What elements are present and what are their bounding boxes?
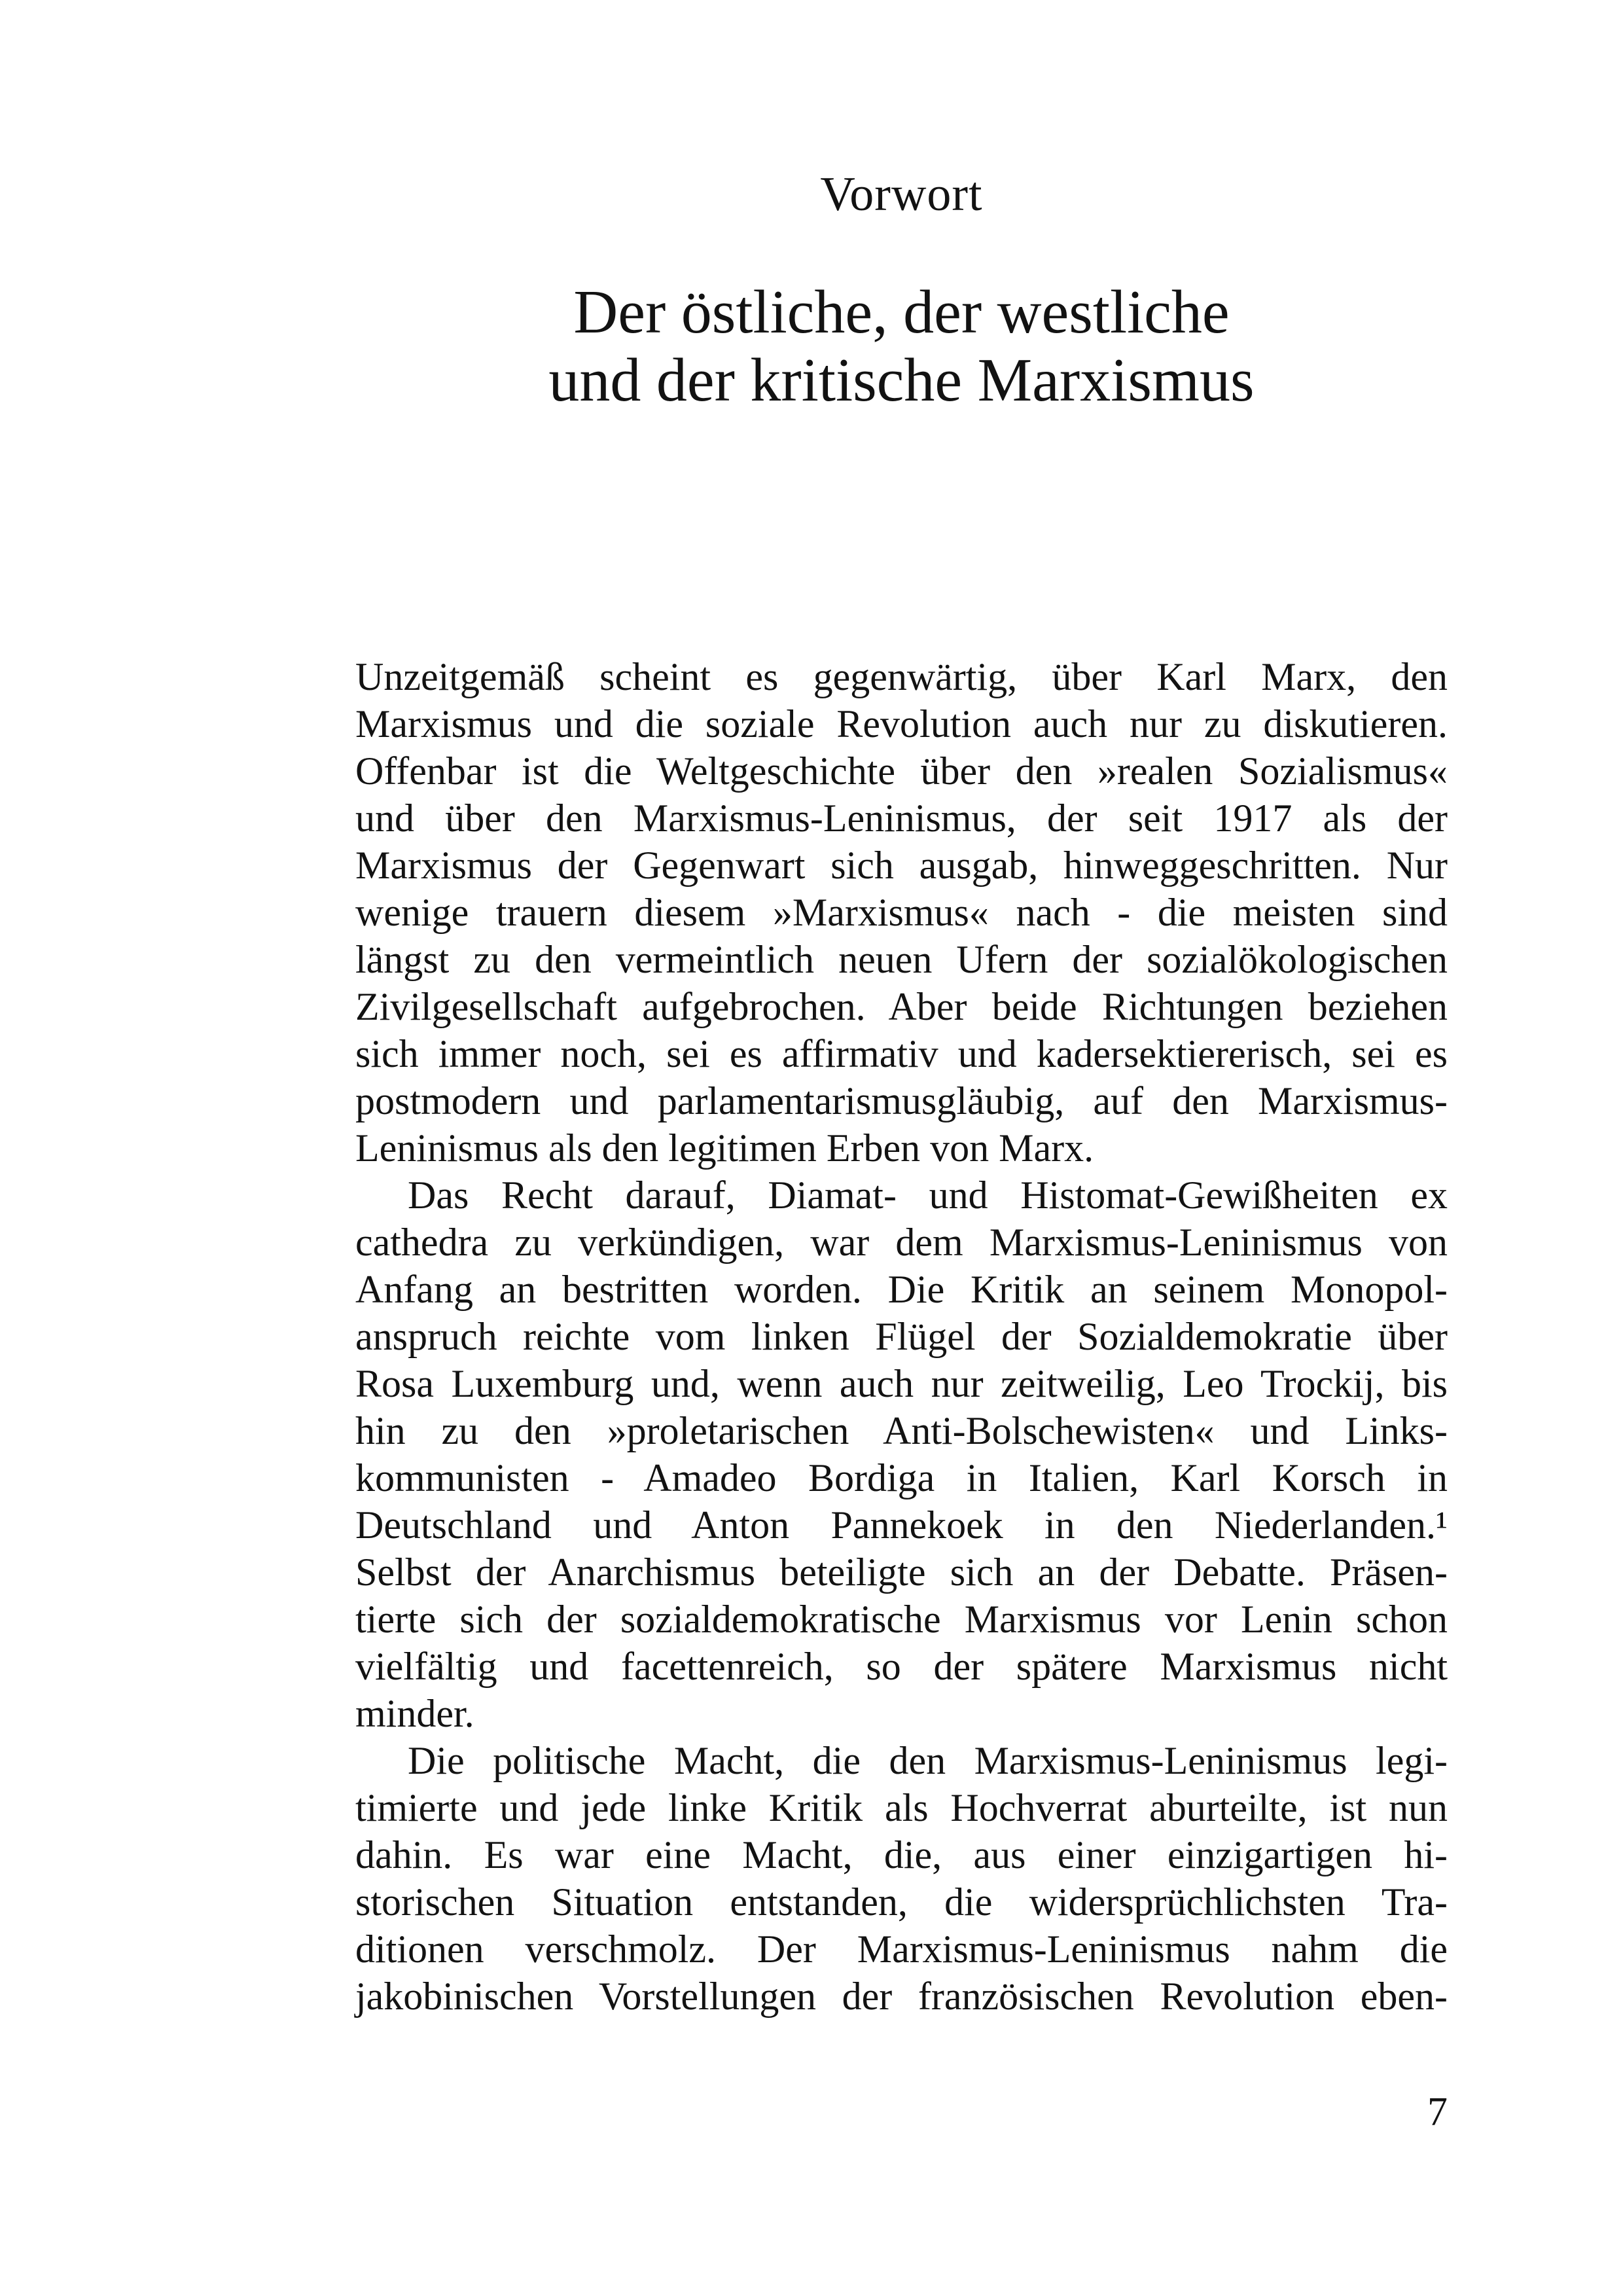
text-line: Marxismus und die soziale Revolution auch nur zu diskutieren. <box>355 702 1448 745</box>
text-line: längst zu den vermeintlich neuen Ufern der sozialökologischen <box>355 938 1448 981</box>
text-line: dahin. Es war eine Macht, die, aus einer einzigartigen hi- <box>355 1833 1448 1876</box>
text-line: Unzeitgemäß scheint es gegenwärtig, über Karl Marx, den <box>355 655 1448 698</box>
text-line: jakobinischen Vorstellungen der französischen Revolution eben- <box>355 1975 1448 2018</box>
text-line: Deutschland und Anton Pannekoek in den Niederlanden.¹ <box>355 1503 1448 1547</box>
text-line: hin zu den »proletarischen Anti-Bolschewisten« und Links- <box>355 1409 1448 1452</box>
text-line: cathedra zu verkündigen, war dem Marxismus-Leninismus von <box>355 1221 1448 1264</box>
text-line: tierte sich der sozialdemokratische Marxismus vor Lenin schon <box>355 1598 1448 1641</box>
text-line: und über den Marxismus-Leninismus, der seit 1917 als der <box>355 797 1448 840</box>
text-line: timierte und jede linke Kritik als Hochverrat aburteilte, ist nun <box>355 1786 1448 1829</box>
text-line: ditionen verschmolz. Der Marxismus-Leninismus nahm die <box>355 1928 1448 1971</box>
text-line: vielfältig und facettenreich, so der spätere Marxismus nicht <box>355 1645 1448 1688</box>
text-line: Offenbar ist die Weltgeschichte über den »realen Sozialismus« <box>355 749 1448 793</box>
text-line: postmodern und parlamentarismusgläubig, auf den Marxismus- <box>355 1079 1448 1122</box>
page-number: 7 <box>1427 2090 1448 2134</box>
text-line: kommunisten - Amadeo Bordiga in Italien, Karl Korsch in <box>355 1456 1448 1499</box>
text-line: anspruch reichte vom linken Flügel der Sozialdemokratie über <box>355 1315 1448 1358</box>
text-line: Das Recht darauf, Diamat- und Histomat-Gewißheiten ex <box>408 1174 1448 1217</box>
chapter-title <box>277 278 1526 414</box>
text-line: Anfang an bestritten worden. Die Kritik an seinem Monopol- <box>355 1268 1448 1311</box>
text-line: Rosa Luxemburg und, wenn auch nur zeitweilig, Leo Trockij, bis <box>355 1362 1448 1405</box>
chapter-title-line-2: und der kritische Marxismus <box>548 346 1255 414</box>
text-line: Leninismus als den legitimen Erben von Marx. <box>355 1126 1094 1170</box>
body-text <box>355 653 1448 2020</box>
text-line: storischen Situation entstanden, die widersprüchlichsten Tra- <box>355 1880 1448 1924</box>
section-heading: Vorwort <box>820 168 983 221</box>
text-line: minder. <box>355 1692 474 1735</box>
text-line: Die politische Macht, die den Marxismus-Leninismus legi- <box>408 1739 1448 1782</box>
text-line: Zivilgesellschaft aufgebrochen. Aber beide Richtungen beziehen <box>355 985 1448 1028</box>
text-line: Selbst der Anarchismus beteiligte sich an der Debatte. Präsen- <box>355 1551 1448 1594</box>
chapter-title-line-1: Der östliche, der westliche <box>573 278 1230 346</box>
text-line: sich immer noch, sei es affirmativ und kadersektiererisch, sei es <box>355 1032 1448 1075</box>
text-line: Marxismus der Gegenwart sich ausgab, hinweggeschritten. Nur <box>355 844 1448 887</box>
text-line: wenige trauern diesem »Marxismus« nach - die meisten sind <box>355 891 1448 934</box>
